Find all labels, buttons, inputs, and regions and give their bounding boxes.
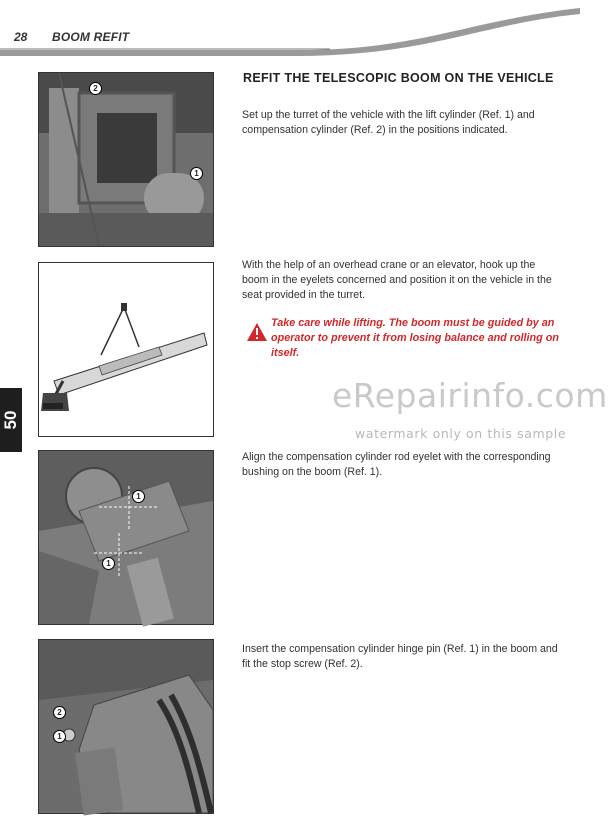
step-4-text: Insert the compensation cylinder hinge pin (Ref. 1) in the boom and fit the stop screw (Ref. 2). [242, 643, 558, 670]
photo-hinge-pin [38, 639, 214, 814]
header-swoosh [0, 0, 580, 56]
section-title: BOOM REFIT [52, 30, 130, 44]
callout-1: 1 [53, 730, 66, 743]
step-3-text: Align the compensation cylinder rod eyelet with the corresponding bushing on the boom (Ref. 1). [242, 451, 551, 478]
photo-cylinder-alignment [38, 450, 214, 625]
chapter-tab-label: 50 [1, 410, 20, 430]
watermark-sub: watermark only on this sample [355, 426, 567, 441]
callout-2: 2 [53, 706, 66, 719]
callout-1-upper: 1 [132, 490, 145, 503]
page-header [0, 0, 580, 56]
warning-text: Take care while lifting. The boom must be guided by an operator to prevent it from losing balance and rolling on itself. [271, 317, 559, 359]
step-1-text: Set up the turret of the vehicle with the lift cylinder (Ref. 1) and compensation cylinder (Ref. 2) in the positions indicated. [242, 109, 535, 136]
chapter-tab [0, 388, 22, 452]
watermark-main: eRepairinfo.com [332, 376, 608, 415]
callout-2: 2 [89, 82, 102, 95]
photo-turret [38, 72, 214, 247]
page-heading: REFIT THE TELESCOPIC BOOM ON THE VEHICLE [243, 71, 554, 85]
callout-1: 1 [190, 167, 203, 180]
step-2-text: With the help of an overhead crane or an elevator, hook up the boom in the eyelets concerned and position it on the vehicle in the seat provided in the turret. [242, 259, 552, 301]
warning-triangle-icon [246, 322, 268, 342]
page-number: 28 [14, 30, 28, 44]
photo-boom-lifting [38, 262, 214, 437]
callout-1-lower: 1 [102, 557, 115, 570]
